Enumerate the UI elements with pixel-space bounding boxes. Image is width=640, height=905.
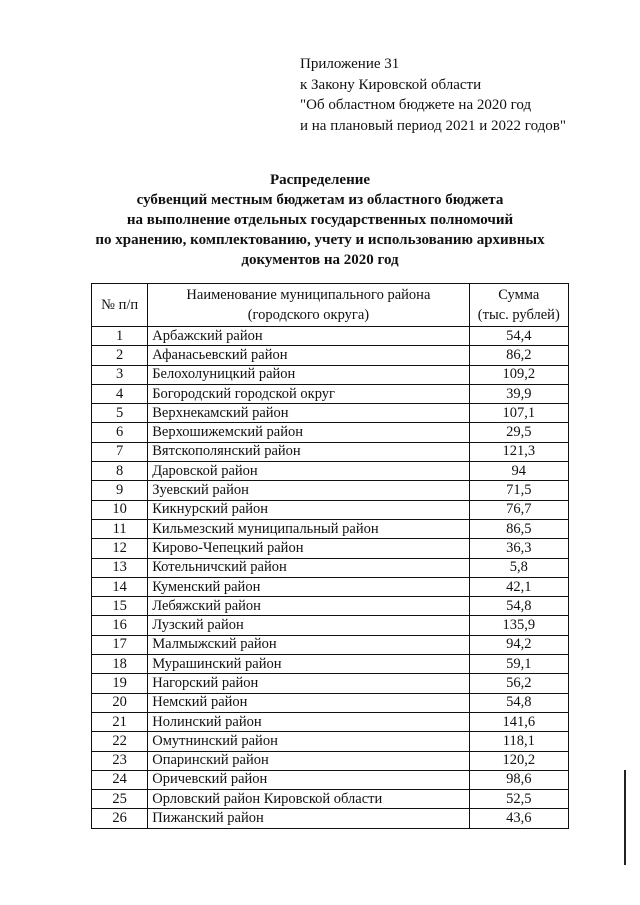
- row-amount: 52,5: [469, 790, 568, 809]
- row-amount: 54,8: [469, 597, 568, 616]
- table-row: [92, 327, 569, 346]
- row-district-name: Омутнинский район: [148, 732, 469, 751]
- row-number: 9: [92, 481, 148, 500]
- row-district-name: Пижанский район: [148, 809, 469, 828]
- row-district-name: Кирово-Чепецкий район: [148, 539, 469, 558]
- row-amount: 121,3: [469, 442, 568, 461]
- row-number: 14: [92, 577, 148, 596]
- row-amount: 39,9: [469, 384, 568, 403]
- row-number: 7: [92, 442, 148, 461]
- table-row: [92, 423, 569, 442]
- row-district-name: Опаринский район: [148, 751, 469, 770]
- table-row: [92, 790, 569, 809]
- row-amount: 109,2: [469, 365, 568, 384]
- row-amount: 54,8: [469, 693, 568, 712]
- row-number: 24: [92, 770, 148, 789]
- header-name-line-2: (городского округа): [247, 307, 370, 323]
- row-number: 18: [92, 655, 148, 674]
- row-district-name: Орловский район Кировской области: [148, 790, 469, 809]
- row-amount: 59,1: [469, 655, 568, 674]
- row-number: 26: [92, 809, 148, 828]
- table-row: [92, 655, 569, 674]
- table-row: [92, 674, 569, 693]
- row-amount: 135,9: [469, 616, 568, 635]
- row-district-name: Белохолуницкий район: [148, 365, 469, 384]
- row-number: 23: [92, 751, 148, 770]
- row-number: 15: [92, 597, 148, 616]
- table-row: [92, 462, 569, 481]
- row-district-name: Куменский район: [148, 577, 469, 596]
- row-amount: 86,5: [469, 519, 568, 538]
- row-number: 4: [92, 384, 148, 403]
- annex-reference: [300, 54, 566, 136]
- annex-line-1: Приложение 31: [300, 56, 400, 72]
- row-number: 10: [92, 500, 148, 519]
- table-row: [92, 577, 569, 596]
- title-line-1: Распределение: [269, 172, 371, 188]
- row-district-name: Немский район: [148, 693, 469, 712]
- table-row: [92, 751, 569, 770]
- row-number: 13: [92, 558, 148, 577]
- row-number: 16: [92, 616, 148, 635]
- scan-edge-mark: [624, 770, 626, 865]
- row-district-name: Даровской район: [148, 462, 469, 481]
- row-amount: 5,8: [469, 558, 568, 577]
- row-number: 12: [92, 539, 148, 558]
- title-line-5: документов на 2020 год: [241, 252, 399, 268]
- row-amount: 94: [469, 462, 568, 481]
- row-amount: 56,2: [469, 674, 568, 693]
- header-number: [92, 284, 148, 327]
- row-district-name: Зуевский район: [148, 481, 469, 500]
- row-district-name: Котельничский район: [148, 558, 469, 577]
- table-row: [92, 442, 569, 461]
- row-district-name: Афанасьевский район: [148, 346, 469, 365]
- row-district-name: Мурашинский район: [148, 655, 469, 674]
- row-amount: 94,2: [469, 635, 568, 654]
- header-district-name: [148, 284, 469, 327]
- header-number-label: № п/п: [101, 297, 139, 313]
- row-number: 8: [92, 462, 148, 481]
- table-row: [92, 693, 569, 712]
- row-district-name: Вятскополянский район: [148, 442, 469, 461]
- annex-line-4: и на плановый период 2021 и 2022 годов": [300, 117, 566, 134]
- row-number: 17: [92, 635, 148, 654]
- table-row: [92, 539, 569, 558]
- row-number: 2: [92, 346, 148, 365]
- header-sum-line-2: (тыс. рублей): [477, 307, 560, 323]
- title-line-2: субвенций местным бюджетам из областного бюджета: [136, 192, 504, 208]
- table-row: [92, 770, 569, 789]
- table-body: [92, 327, 569, 829]
- header-name-line-1: Наименование муниципального района: [186, 287, 431, 303]
- row-district-name: Кикнурский район: [148, 500, 469, 519]
- row-district-name: Верхнекамский район: [148, 404, 469, 423]
- row-district-name: Арбажский район: [148, 327, 469, 346]
- row-district-name: Богородский городской округ: [148, 384, 469, 403]
- table-row: [92, 712, 569, 731]
- title-line-3: на выполнение отдельных государственных полномочий: [126, 212, 514, 228]
- table-row: [92, 519, 569, 538]
- table-row: [92, 384, 569, 403]
- table-row: [92, 346, 569, 365]
- header-sum-line-1: Сумма: [498, 287, 540, 303]
- subvention-table: [91, 283, 569, 829]
- row-district-name: Кильмезский муниципальный район: [148, 519, 469, 538]
- row-amount: 43,6: [469, 809, 568, 828]
- table-row: [92, 500, 569, 519]
- title-line-4: по хранению, комплектованию, учету и использованию архивных: [95, 232, 545, 248]
- table-header-row: [92, 284, 569, 327]
- row-amount: 42,1: [469, 577, 568, 596]
- row-number: 1: [92, 327, 148, 346]
- row-amount: 76,7: [469, 500, 568, 519]
- row-district-name: Лузский район: [148, 616, 469, 635]
- row-amount: 98,6: [469, 770, 568, 789]
- table-row: [92, 558, 569, 577]
- table-row: [92, 481, 569, 500]
- document-title: [0, 170, 640, 270]
- row-number: 5: [92, 404, 148, 423]
- table-row: [92, 732, 569, 751]
- row-number: 19: [92, 674, 148, 693]
- header-amount: [469, 284, 568, 327]
- row-number: 25: [92, 790, 148, 809]
- row-district-name: Лебяжский район: [148, 597, 469, 616]
- row-amount: 86,2: [469, 346, 568, 365]
- annex-line-2: к Закону Кировской области: [300, 76, 482, 93]
- row-number: 22: [92, 732, 148, 751]
- table-row: [92, 404, 569, 423]
- row-number: 11: [92, 519, 148, 538]
- row-amount: 54,4: [469, 327, 568, 346]
- row-amount: 120,2: [469, 751, 568, 770]
- row-amount: 118,1: [469, 732, 568, 751]
- table-row: [92, 597, 569, 616]
- row-amount: 141,6: [469, 712, 568, 731]
- annex-line-3: "Об областном бюджете на 2020 год: [300, 97, 532, 113]
- row-number: 3: [92, 365, 148, 384]
- table-row: [92, 616, 569, 635]
- row-number: 21: [92, 712, 148, 731]
- row-amount: 29,5: [469, 423, 568, 442]
- row-number: 6: [92, 423, 148, 442]
- row-amount: 107,1: [469, 404, 568, 423]
- row-district-name: Малмыжский район: [148, 635, 469, 654]
- row-amount: 71,5: [469, 481, 568, 500]
- row-district-name: Нагорский район: [148, 674, 469, 693]
- row-district-name: Нолинский район: [148, 712, 469, 731]
- row-number: 20: [92, 693, 148, 712]
- row-amount: 36,3: [469, 539, 568, 558]
- row-district-name: Оричевский район: [148, 770, 469, 789]
- table-row: [92, 809, 569, 828]
- row-district-name: Верхошижемский район: [148, 423, 469, 442]
- table-row: [92, 635, 569, 654]
- table-row: [92, 365, 569, 384]
